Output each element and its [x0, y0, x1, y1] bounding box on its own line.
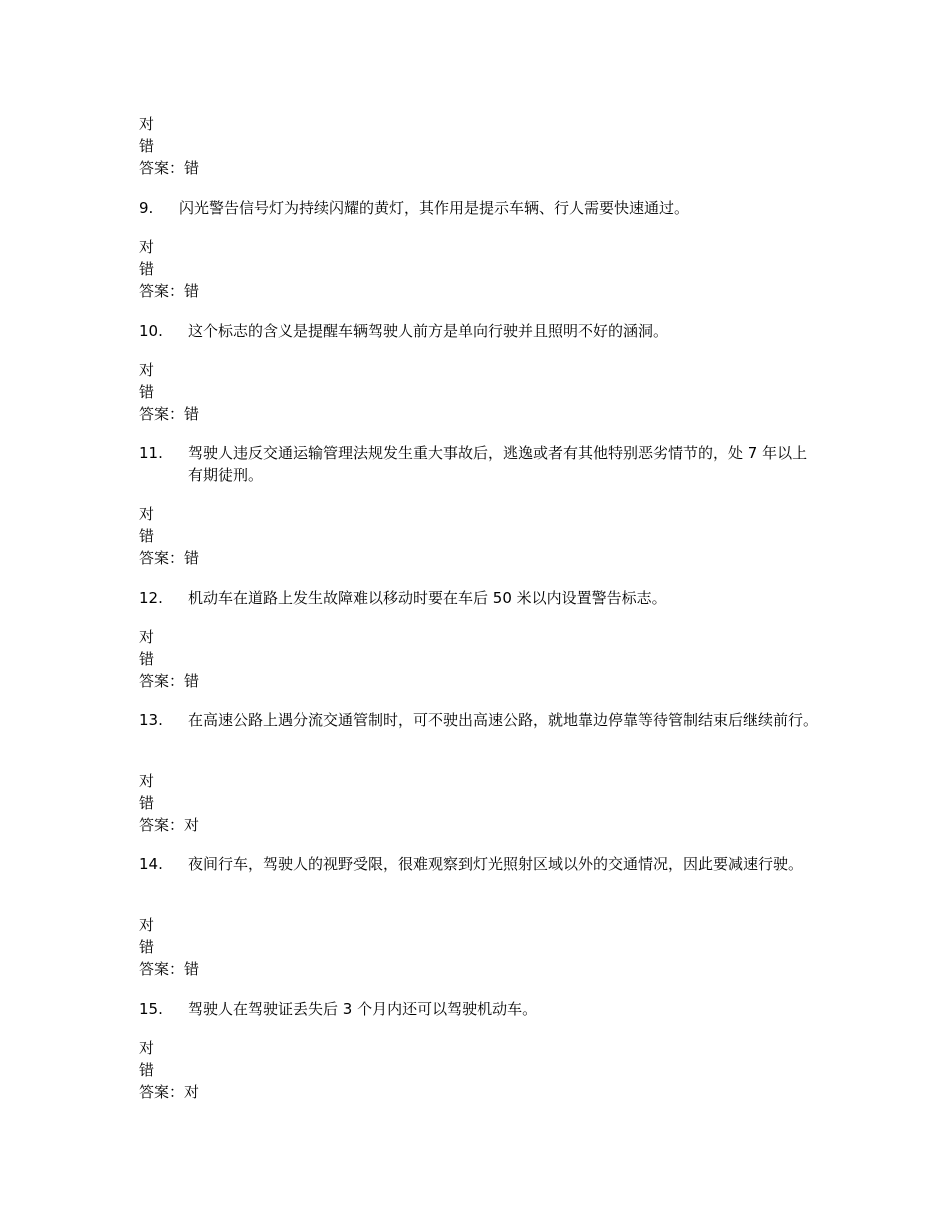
option-true: 对 — [139, 361, 155, 379]
option-false: 错 — [139, 938, 155, 956]
option-false: 错 — [139, 650, 155, 668]
option-false: 错 — [139, 527, 155, 545]
option-false: 错 — [139, 1061, 155, 1079]
option-true: 对 — [139, 115, 155, 133]
option-true: 对 — [139, 628, 155, 646]
option-true: 对 — [139, 916, 155, 934]
option-false: 错 — [139, 137, 155, 155]
question-text: 机动车在道路上发生故障难以移动时要在车后 50 米以内设置警告标志。 — [188, 589, 667, 607]
question-number: 10. — [139, 322, 163, 340]
question-text: 这个标志的含义是提醒车辆驾驶人前方是单向行驶并且照明不好的涵洞。 — [188, 322, 669, 340]
answer-line: 答案：对 — [139, 1083, 200, 1101]
option-false: 错 — [139, 260, 155, 278]
question-number: 14. — [139, 855, 163, 873]
question-text: 驾驶人在驾驶证丢失后 3 个月内还可以驾驶机动车。 — [188, 1000, 538, 1018]
answer-line: 答案：错 — [139, 405, 200, 423]
answer-line: 答案：对 — [139, 816, 200, 834]
question-number: 9. — [139, 199, 154, 217]
answer-line: 答案：错 — [139, 282, 200, 300]
option-true: 对 — [139, 505, 155, 523]
option-true: 对 — [139, 772, 155, 790]
option-false: 错 — [139, 383, 155, 401]
answer-line: 答案：错 — [139, 672, 200, 690]
option-true: 对 — [139, 238, 155, 256]
option-false: 错 — [139, 794, 155, 812]
question-number: 12. — [139, 589, 163, 607]
question-number: 15. — [139, 1000, 163, 1018]
question-number: 13. — [139, 711, 163, 729]
question-number: 11. — [139, 444, 163, 462]
answer-line: 答案：错 — [139, 549, 200, 567]
answer-line: 答案：错 — [139, 159, 200, 177]
question-text: 夜间行车，驾驶人的视野受限，很难观察到灯光照射区域以外的交通情况，因此要减速行驶。 — [188, 855, 804, 873]
question-text: 闪光警告信号灯为持续闪耀的黄灯，其作用是提示车辆、行人需要快速通过。 — [179, 199, 690, 217]
answer-line: 答案：错 — [139, 960, 200, 978]
option-true: 对 — [139, 1039, 155, 1057]
question-text: 驾驶人违反交通运输管理法规发生重大事故后，逃逸或者有其他特别恶劣情节的，处 7 年以上有期徒刑。 — [188, 444, 808, 484]
question-text: 在高速公路上遇分流交通管制时，可不驶出高速公路，就地靠边停靠等待管制结束后继续前行。 — [188, 711, 819, 729]
